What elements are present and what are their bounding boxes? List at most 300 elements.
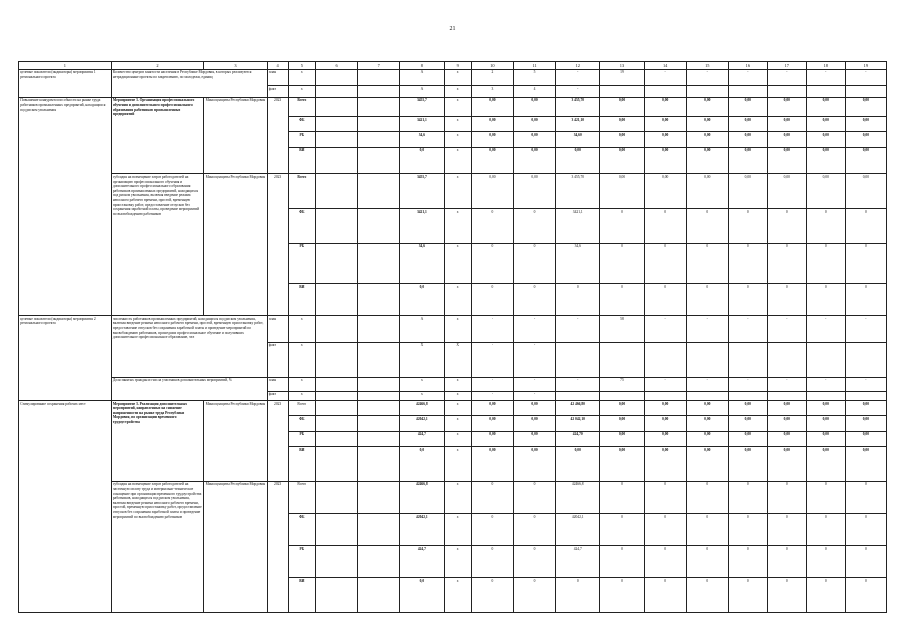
table-cell: 0 (728, 514, 767, 546)
table-cell: 0,00 (644, 147, 686, 174)
table-cell: 0,00 (514, 132, 556, 147)
table-cell (358, 86, 400, 97)
table-cell (358, 578, 400, 613)
table-cell: 0 (767, 578, 806, 613)
table-cell: 3421,1 (400, 116, 444, 131)
table-cell: 0,00 (600, 116, 644, 131)
event-title: субсидия на возмещение затрат работодателей на организацию профессионального обучения и дополнительного профессионального образования работников промышленных предприятий, находящихся под риском увольнения, включая введение режима неполного рабочего времени, простой, временную приостановку работ, предоставление отпусков без сохранения заработной платы, проведение мероприятий по высвобождению работников (111, 174, 204, 316)
table-row (19, 97, 887, 116)
table-cell: 0,00 (686, 416, 728, 431)
table-cell: 0,00 (728, 447, 767, 482)
table-cell: 0 (845, 546, 886, 578)
table-cell: 0 (600, 546, 644, 578)
table-cell: 0 (728, 243, 767, 283)
table-cell: 0,00 (514, 97, 556, 116)
table-cell (316, 97, 358, 116)
table-cell: x (444, 391, 471, 400)
year: 2023 (267, 481, 288, 612)
table-cell: 0 (471, 578, 513, 613)
table-cell: Х (400, 342, 444, 377)
table-cell: x (444, 132, 471, 147)
table-cell: 0,00 (806, 132, 845, 147)
table-cell (316, 132, 358, 147)
table-cell: 0 (514, 514, 556, 546)
table-cell (316, 401, 358, 416)
table-cell: А (400, 69, 444, 86)
table-cell: 0 (644, 514, 686, 546)
table-cell: 0 (767, 546, 806, 578)
table-cell: 0,00 (644, 132, 686, 147)
col-num: 3 (204, 62, 267, 70)
fact-label: факт (267, 342, 288, 377)
col-num: 1 (19, 62, 112, 70)
table-cell (358, 391, 400, 400)
table-cell: 0,0 (400, 578, 444, 613)
table-cell: 0,00 (514, 447, 556, 482)
table-cell (767, 86, 806, 97)
table-cell: 0,00 (728, 416, 767, 431)
table-cell: - (556, 316, 600, 343)
table-cell: А (400, 316, 444, 343)
table-cell: 0,00 (471, 174, 513, 209)
table-cell (358, 97, 400, 116)
table-cell: 0,00 (845, 97, 886, 116)
col-num: 10 (471, 62, 513, 70)
table-cell (358, 481, 400, 513)
table-cell: - (514, 391, 556, 400)
table-cell: 0 (767, 243, 806, 283)
table-cell (767, 391, 806, 400)
table-cell: 0,00 (600, 174, 644, 209)
table-cell (316, 147, 358, 174)
table-cell: 3455,7 (400, 97, 444, 116)
task-label: Стимулирование сохранения рабочих мест (19, 401, 112, 613)
table-cell: x (444, 316, 471, 343)
funding-source: ФБ (288, 416, 315, 431)
table-row (19, 174, 887, 209)
table-cell: x (444, 97, 471, 116)
table-cell (600, 342, 644, 377)
table-cell: x (444, 416, 471, 431)
table-cell (316, 416, 358, 431)
table-cell: 0 (514, 578, 556, 613)
table-cell: 0 (471, 514, 513, 546)
table-cell: 424,70 (556, 431, 600, 446)
funding-source: Всего (288, 174, 315, 209)
table-cell: 0,00 (600, 431, 644, 446)
table-cell: 0,00 (845, 416, 886, 431)
funding-source: Всего (288, 401, 315, 416)
table-cell: 0 (845, 209, 886, 244)
table-cell (728, 86, 767, 97)
table-cell: 0 (471, 481, 513, 513)
table-cell (358, 377, 400, 391)
program-table (18, 61, 887, 613)
table-cell: 0,00 (600, 401, 644, 416)
funding-source: ВИ (288, 283, 315, 315)
table-cell: x (444, 147, 471, 174)
table-cell (728, 342, 767, 377)
table-cell: 0,00 (767, 416, 806, 431)
table-cell: 0,00 (845, 147, 886, 174)
table-cell: - (845, 316, 886, 343)
table-cell: x (444, 116, 471, 131)
table-cell: 42466,8 (400, 481, 444, 513)
executor: Минсоцзащиты Республики Мордовия (204, 401, 267, 482)
table-cell: 0 (767, 481, 806, 513)
table-row (19, 316, 887, 343)
table-cell (316, 283, 358, 315)
table-cell: 0,00 (600, 97, 644, 116)
table-cell: 0,00 (514, 174, 556, 209)
table-cell: 0,00 (767, 174, 806, 209)
funding-source: ФБ (288, 116, 315, 131)
table-cell (358, 243, 400, 283)
funding-source: РБ (288, 431, 315, 446)
indicator-label: целевые показатели (индикаторы) мероприятия 2 регионального проекта (19, 316, 112, 401)
table-cell: 3421,1 (400, 209, 444, 244)
table-cell: x (400, 391, 444, 400)
table-cell: x (444, 578, 471, 613)
table-cell: 0,00 (767, 431, 806, 446)
table-cell: 0 (728, 283, 767, 315)
table-cell: 0 (644, 209, 686, 244)
table-cell: - (644, 377, 686, 391)
table-cell: 0,00 (514, 401, 556, 416)
table-cell (686, 391, 728, 400)
table-cell: 0,00 (686, 116, 728, 131)
table-cell: 0,00 (686, 97, 728, 116)
table-cell: x (444, 243, 471, 283)
table-cell: 0 (600, 578, 644, 613)
plan-label: план (267, 69, 288, 86)
table-cell (728, 391, 767, 400)
table-cell (845, 391, 886, 400)
table-cell (358, 147, 400, 174)
table-cell: 4 (514, 86, 556, 97)
table-cell: 0 (686, 514, 728, 546)
col-num: 14 (644, 62, 686, 70)
table-cell: 0 (556, 578, 600, 613)
table-cell (358, 69, 400, 86)
table-cell: 0 (471, 546, 513, 578)
table-cell: 0 (806, 283, 845, 315)
table-cell: 0 (686, 283, 728, 315)
funding-source: ФБ (288, 514, 315, 546)
table-cell: - (471, 342, 513, 377)
event-title: Мероприятие 3. Реализация дополнительных мероприятий, направленных на снижение напряженности на рынке труда Республики Мордовия, по организации временного трудоустройства (111, 401, 204, 482)
table-cell: 0,00 (767, 97, 806, 116)
indicator-description: численность работников промышленных предприятий, находящихся под риском увольнения, включая введение режима неполного рабочего времени, простой, временную приостановку работ, предоставление отпусков без сохранения заработной платы и проведение мероприятий по высвобождению работников, прошедших профессиональное обучение и получивших дополнительное профессиональное образование, чел (111, 316, 267, 377)
table-cell: 0 (845, 481, 886, 513)
table-cell: 0,00 (845, 174, 886, 209)
funding-source: РБ (288, 546, 315, 578)
table-cell: 34,60 (556, 132, 600, 147)
col-num: 8 (400, 62, 444, 70)
table-cell: 0,00 (728, 116, 767, 131)
table-cell: 0,00 (806, 116, 845, 131)
table-cell: 0,00 (767, 116, 806, 131)
table-row (19, 69, 887, 86)
column-number-row (19, 62, 887, 70)
table-cell (316, 431, 358, 446)
table-cell: 0,00 (686, 401, 728, 416)
table-cell (845, 342, 886, 377)
funding-source: РБ (288, 132, 315, 147)
table-cell (316, 578, 358, 613)
col-num: 13 (600, 62, 644, 70)
table-cell (767, 342, 806, 377)
table-cell: 0,00 (600, 416, 644, 431)
fact-label: факт (267, 391, 288, 400)
table-cell (644, 342, 686, 377)
table-cell (316, 316, 358, 343)
col-num: 18 (806, 62, 845, 70)
col-num: 7 (358, 62, 400, 70)
table-cell: - (556, 377, 600, 391)
table-cell: 0,00 (600, 447, 644, 482)
table-cell: 0 (806, 209, 845, 244)
table-cell (316, 391, 358, 400)
table-cell: 0,00 (471, 431, 513, 446)
table-cell: 3 (471, 86, 513, 97)
table-cell (686, 342, 728, 377)
funding-source: РБ (288, 243, 315, 283)
table-cell: 424,7 (556, 546, 600, 578)
col-num: 19 (845, 62, 886, 70)
table-cell: x (444, 431, 471, 446)
table-cell (358, 116, 400, 131)
table-cell: 0,00 (600, 132, 644, 147)
table-cell: x (444, 174, 471, 209)
table-cell: x (400, 377, 444, 391)
table-cell (358, 132, 400, 147)
table-cell: 42 042,10 (556, 416, 600, 431)
table-cell: x (444, 401, 471, 416)
table-cell: 0 (644, 243, 686, 283)
table-cell: 0,0 (400, 447, 444, 482)
table-cell: - (686, 69, 728, 86)
table-cell: 0 (845, 578, 886, 613)
table-cell: 0 (600, 283, 644, 315)
col-num: 4 (267, 62, 288, 70)
table-cell: - (728, 377, 767, 391)
year: 2023 (267, 401, 288, 482)
table-cell: 0,00 (556, 147, 600, 174)
table-cell: 0,00 (767, 147, 806, 174)
table-cell: 0,00 (806, 416, 845, 431)
funding-source: ВИ (288, 447, 315, 482)
table-cell: 0,00 (767, 447, 806, 482)
table-cell: 0 (471, 243, 513, 283)
table-cell: x (444, 377, 471, 391)
table-cell (316, 546, 358, 578)
table-cell: 34,6 (400, 243, 444, 283)
table-cell: 42042,1 (556, 514, 600, 546)
table-cell: 0 (806, 578, 845, 613)
table-cell: 0,00 (806, 174, 845, 209)
table-cell: 0 (600, 514, 644, 546)
table-cell: 0,00 (686, 174, 728, 209)
table-cell (358, 514, 400, 546)
table-cell (358, 401, 400, 416)
table-cell: 0 (686, 578, 728, 613)
table-cell (316, 447, 358, 482)
table-cell: 0,00 (644, 401, 686, 416)
table-cell: 0 (514, 283, 556, 315)
table-cell: x (444, 69, 471, 86)
table-cell: 0,00 (686, 447, 728, 482)
table-cell: 3 421,10 (556, 116, 600, 131)
table-cell: 0,00 (644, 174, 686, 209)
table-cell: 0 (686, 481, 728, 513)
table-cell: 0,00 (728, 401, 767, 416)
table-cell: 0,00 (845, 401, 886, 416)
col-num: 17 (767, 62, 806, 70)
table-cell: x (288, 342, 315, 377)
table-cell (806, 86, 845, 97)
table-cell: 5 (514, 69, 556, 86)
table-cell (556, 391, 600, 400)
table-cell: - (514, 342, 556, 377)
table-cell: 0 (845, 243, 886, 283)
table-cell: 0,00 (514, 116, 556, 131)
table-cell: 0,00 (600, 147, 644, 174)
table-cell: 42042,1 (400, 416, 444, 431)
table-cell: 0,00 (471, 147, 513, 174)
table-cell: 0 (767, 514, 806, 546)
table-cell (556, 342, 600, 377)
table-cell: 0,00 (806, 401, 845, 416)
table-cell (358, 174, 400, 209)
table-cell: 0 (728, 546, 767, 578)
table-cell (686, 86, 728, 97)
table-cell: x (444, 86, 471, 97)
table-cell: 19 (600, 69, 644, 86)
table-cell (806, 342, 845, 377)
table-cell: x (444, 546, 471, 578)
table-cell: - (471, 316, 513, 343)
table-cell: - (728, 316, 767, 343)
table-cell (644, 391, 686, 400)
table-row (19, 481, 887, 513)
year: 2023 (267, 174, 288, 316)
table-cell: 0,00 (556, 447, 600, 482)
page-number: 21 (449, 26, 456, 32)
table-cell: Х (444, 342, 471, 377)
table-cell: 42466,8 (556, 481, 600, 513)
table-cell: 0 (845, 283, 886, 315)
executor: Минсоцзащиты Республики Мордовия (204, 174, 267, 316)
table-cell (644, 86, 686, 97)
event-title: Мероприятие 3. Организация профессионального обучения и дополнительного профессионального образования работников промышленных предприятий (111, 97, 204, 174)
table-cell: 0,00 (514, 147, 556, 174)
table-cell: x (288, 377, 315, 391)
table-cell: 0 (686, 243, 728, 283)
table-row (19, 401, 887, 416)
table-cell (600, 86, 644, 97)
funding-source: Всего (288, 97, 315, 116)
table-cell: 0,00 (471, 447, 513, 482)
table-cell: 0 (728, 209, 767, 244)
table-cell: 0 (644, 283, 686, 315)
table-cell (358, 546, 400, 578)
table-cell (358, 316, 400, 343)
table-cell: 0,00 (845, 431, 886, 446)
table-cell: 0 (806, 546, 845, 578)
table-cell (806, 391, 845, 400)
table-cell (358, 447, 400, 482)
table-cell: 0 (686, 209, 728, 244)
table-cell: 0,00 (686, 132, 728, 147)
table-cell: - (767, 316, 806, 343)
table-cell: 0 (767, 283, 806, 315)
table-cell: 0 (471, 209, 513, 244)
table-cell: 42 466,80 (556, 401, 600, 416)
indicator-label: целевые показатели (индикаторы) мероприятия 1 регионального проекта (19, 69, 112, 97)
table-cell: 0,00 (728, 147, 767, 174)
table-cell: x (444, 447, 471, 482)
table-cell: 0 (471, 283, 513, 315)
task-label: Повышение конкурентоспособности на рынке труда работников промышленных предприятий, находящихся под риском увольнения (19, 97, 112, 315)
table-cell (316, 209, 358, 244)
table-cell: 0,00 (471, 132, 513, 147)
table-cell: - (514, 377, 556, 391)
table-cell: 0 (514, 243, 556, 283)
table-cell: 0,00 (728, 174, 767, 209)
table-cell: 0,00 (471, 116, 513, 131)
table-cell: 424,7 (400, 546, 444, 578)
table-cell: x (288, 86, 315, 97)
table-cell: 0,00 (471, 401, 513, 416)
table-cell: 424,7 (400, 431, 444, 446)
table-cell: 0,00 (806, 97, 845, 116)
funding-source: ВИ (288, 147, 315, 174)
table-cell: 0,00 (767, 401, 806, 416)
table-cell: 0,00 (806, 447, 845, 482)
executor: Минсоцзащиты Республики Мордовия (204, 97, 267, 174)
table-cell: 0 (806, 243, 845, 283)
funding-source: ВИ (288, 578, 315, 613)
table-cell: 0 (806, 514, 845, 546)
table-cell: x (444, 514, 471, 546)
table-cell: 0 (600, 243, 644, 283)
table-cell: - (686, 316, 728, 343)
table-cell: 0 (600, 481, 644, 513)
table-cell: 58 (600, 316, 644, 343)
table-cell: 0 (514, 209, 556, 244)
table-cell (358, 209, 400, 244)
table-cell: 0 (600, 209, 644, 244)
table-cell: 0,00 (644, 416, 686, 431)
table-cell: 2 (471, 69, 513, 86)
table-cell: 34,6 (400, 132, 444, 147)
indicator-description: Количество центров занятости населения в Республике Мордовия, в которых реализуются нетрадиционные проекты по закреплению, по молодежи, единиц (111, 69, 267, 97)
table-cell: 3 455,70 (556, 97, 600, 116)
table-cell: 0,00 (767, 132, 806, 147)
table-cell: 3455,7 (400, 174, 444, 209)
table-cell: 0 (556, 283, 600, 315)
col-num: 11 (514, 62, 556, 70)
table-cell: 0 (644, 481, 686, 513)
table-cell (358, 431, 400, 446)
table-cell: А (400, 86, 444, 97)
table-cell: 0 (845, 514, 886, 546)
table-cell: 0 (728, 578, 767, 613)
table-cell (358, 283, 400, 315)
table-cell: 0,00 (514, 416, 556, 431)
table-cell: - (556, 69, 600, 86)
